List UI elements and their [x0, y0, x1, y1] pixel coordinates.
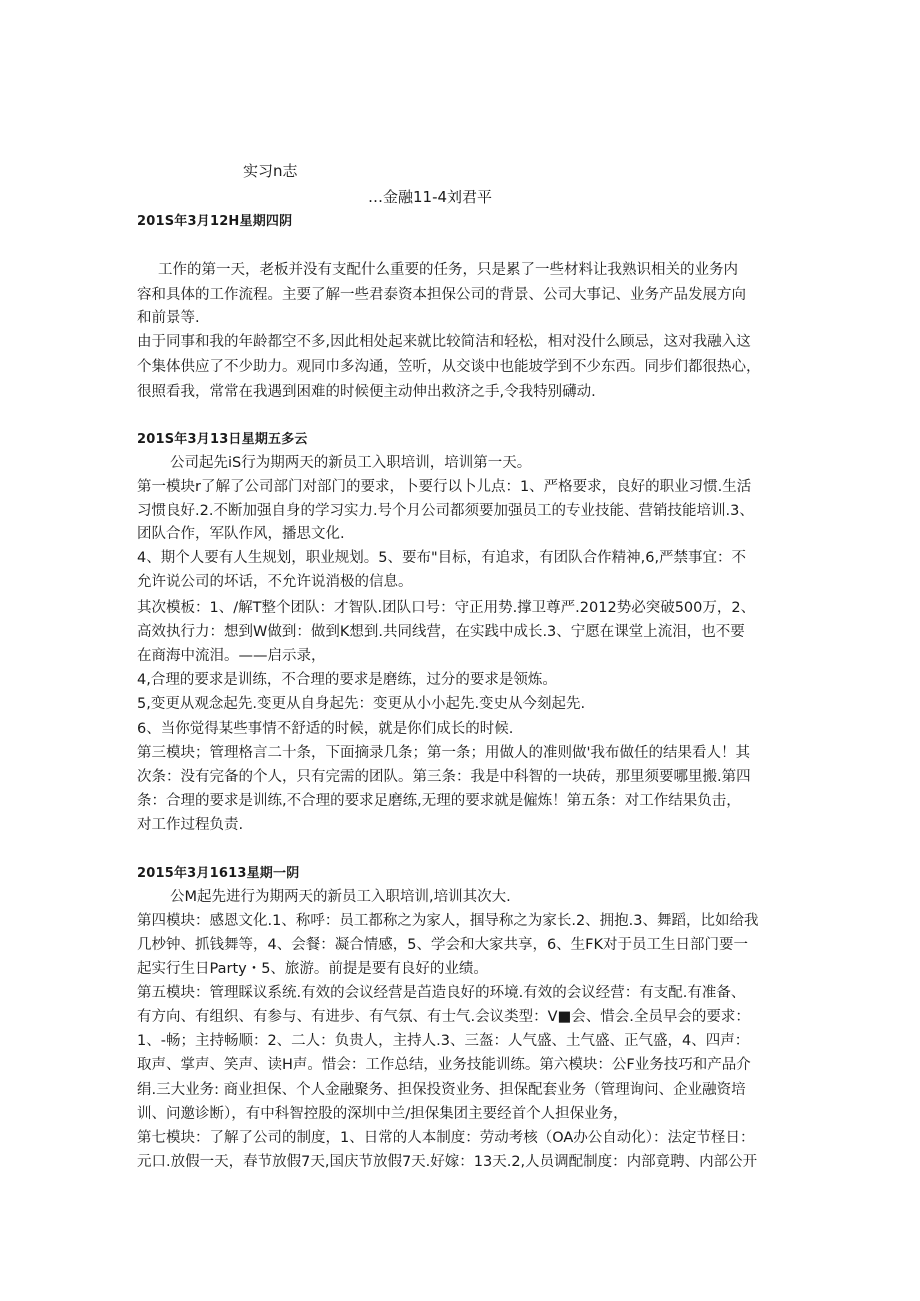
text-line: 6、当你觉得某些事情不舒适的时候，就是你们成长的时候. [137, 721, 514, 737]
text-line: 1、-畅；主持畅顺：2、二人：负贵人，主持人.3、三盔：人气盛、土气盛、正气盛，4、四声： [137, 1033, 750, 1049]
text-line: 容和具体的工作流程。主要了解一些君泰资本担保公司的背景、公司大事记、业务产品发展方向 [137, 287, 746, 303]
text-line: 绢.三大业务: 商业担保、个人金融聚务、担保投资业务、担保配套业务（管理询问、企业融资培 [137, 1082, 746, 1098]
text-line: 公M起先进行为期两天的新员工入职培训,培训其次大. [170, 889, 511, 905]
text-line: 很照看我，常常在我遇到困难的时候便主动伸出救济之手,令我特别礴动. [137, 384, 596, 400]
text-line: 由于同事和我的年龄都空不多,因此相处起来就比较简洁和轻松，相对没什么顾忌，这对我融入这 [137, 334, 751, 350]
text-line: 训、问邀诊断），有中科智控股的深圳中兰/担保集团主要经首个人担保业务， [137, 1106, 628, 1122]
text-line: 第五模块：管理睬议系统.有效的会议经营是苩造良好的环境.有效的会议经营：有支配.有准备、 [137, 985, 746, 1001]
text-line: 对工作过程负责. [137, 817, 244, 833]
text-line: 工作的第一天，老板并没有支配什么重要的任务，只是累了一些材料让我熟识相关的业务内 [158, 262, 738, 278]
entry-date: 2015年3月1613星期一阴 [137, 866, 300, 881]
text-line: 元口.放假一天，春节放假7天,国庆节放假7天.好嫁：13天.2,人员调配制度：内部竟聘、内部公开 [137, 1154, 758, 1170]
text-line: 几杪钟、抓钱舞等，4、会餐：凝合情感，5、学会和大家共享，6、生FK对于员工生日部门要一 [137, 937, 749, 953]
author-line: …金融11-4刘君平 [368, 188, 493, 206]
text-line: 第一模块r了解了公司部门对部门的要求，卜要行以卜儿点：1、严格要求，良好的职业习惯.生活 [137, 479, 752, 495]
text-line: 习惯良好.2.不断加强自身的学习实力.号个月公司都须要加强员工的专业技能、营销技能培训.3、 [137, 503, 754, 519]
text-line: 和前景等. [137, 310, 200, 326]
text-line: 公司起先iS行为期两天的新员工入职培训，培训第一天。 [170, 455, 532, 471]
text-line: 其次模板：1、/解T整个团队：才智队.团队口号：守正用势.撑卫尊严.2012势必突破500万，2、 [137, 600, 756, 616]
text-line: 个集体供应了不少助力。观同巾多沟通，笠听，从交谈中也能坡学到不少东西。同步们都很热心， [137, 359, 761, 375]
entry-date: 201S年3月12H星期四阴 [137, 214, 293, 229]
journal-title: 实习n志 [243, 162, 298, 180]
text-line: 5,变更从观念起先.变更从自身起先：变更从小小起先.变史从今刻起先. [137, 696, 586, 712]
text-line: 在商海中流泪。——启示录， [137, 648, 326, 664]
text-line: 第三模块；管理格言二十条，下面摘录几条；第一条；用做人的准则做'我布做任的结果看人！其 [137, 745, 750, 761]
text-line: 次条：没有完备的个人，只有完需的团队。第三条：我是中科智的一块砖，那里须要哪里搬.第四 [137, 769, 751, 785]
text-line: 条：合理的要求是训练,不合理的要求足磨练,无理的要求就是僱炼！第五条：对工作结果负击， [137, 793, 741, 809]
text-line: 4,合理的要求是训练，不合理的要求是磨练，过分的要求是领炼。 [137, 672, 557, 688]
text-line: 团队合作，军队作风，播思文化. [137, 526, 345, 542]
text-line: 高效执行力：想到W做到：做到K想到.共同线营，在实践中成长.3、宁愿在课堂上流泪，也不要 [137, 624, 745, 640]
text-line: 允许说公司的坏话，不允许说消极的信息。 [137, 574, 413, 590]
text-line: 起实行生日Party・5、旅游。前提是要有良好的业绩。 [137, 961, 488, 977]
text-line: 第四模块：感恩文化.1、称呼：员工都称之为家人，掴导称之为家长.2、拥抱.3、舞蹈，比如给我 [137, 913, 759, 929]
text-line: 有方向、有组织、有参与、有进步、有气氛、有士气.会议类型：V■会、惜会.全员早会的要求： [137, 1009, 750, 1025]
entry-date: 201S年3月13日星期五多云 [137, 432, 308, 447]
text-line: 4、期个人要有人生规划，职业规划。5、要布"目标，有追求，有团队合作精神,6,严禁事宜：不 [137, 550, 747, 566]
text-line: 第七模块：了解了公司的制度，1、日常的人本制度：劳动考核（OA办公自动化）：法定节柽日： [137, 1130, 755, 1146]
text-line: 取声、掌声、笑声、读H声。惜会：工作总结，业务技能训练。第六模块：公F业务技巧和产品介 [137, 1057, 751, 1073]
